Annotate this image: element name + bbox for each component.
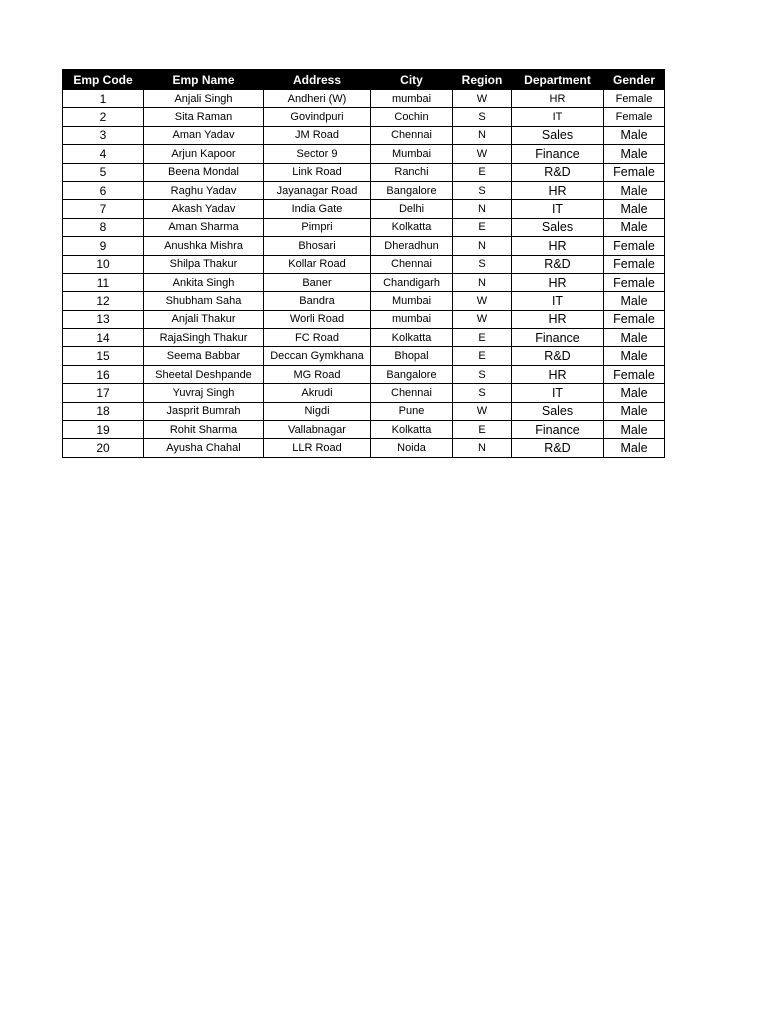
cell-address: India Gate xyxy=(264,200,371,218)
cell-emp-name: Shubham Saha xyxy=(144,292,264,310)
cell-emp-name: Yuvraj Singh xyxy=(144,384,264,402)
table-row xyxy=(63,421,665,439)
table-row xyxy=(63,402,665,420)
cell-address: Bhosari xyxy=(264,237,371,255)
cell-emp-name: Anjali Singh xyxy=(144,90,264,108)
cell-emp-name: Akash Yadav xyxy=(144,200,264,218)
cell-city: Kolkatta xyxy=(371,329,453,347)
cell-gender: Female xyxy=(604,273,665,291)
cell-region: N xyxy=(453,273,512,291)
cell-region: S xyxy=(453,181,512,199)
cell-emp-code: 8 xyxy=(63,218,144,236)
cell-address: Bandra xyxy=(264,292,371,310)
cell-gender: Female xyxy=(604,255,665,273)
cell-city: Cochin xyxy=(371,108,453,126)
cell-department: HR xyxy=(512,90,604,108)
cell-gender: Male xyxy=(604,292,665,310)
cell-address: Akrudi xyxy=(264,384,371,402)
header-address: Address xyxy=(264,70,371,90)
cell-gender: Male xyxy=(604,218,665,236)
table-row xyxy=(63,108,665,126)
cell-department: IT xyxy=(512,384,604,402)
cell-gender: Male xyxy=(604,384,665,402)
cell-gender: Male xyxy=(604,421,665,439)
cell-emp-name: Beena Mondal xyxy=(144,163,264,181)
cell-region: E xyxy=(453,163,512,181)
cell-address: Nigdi xyxy=(264,402,371,420)
cell-emp-name: RajaSingh Thakur xyxy=(144,329,264,347)
cell-city: Chennai xyxy=(371,255,453,273)
table-row xyxy=(63,273,665,291)
cell-emp-code: 1 xyxy=(63,90,144,108)
cell-city: Pune xyxy=(371,402,453,420)
table-row xyxy=(63,237,665,255)
cell-address: LLR Road xyxy=(264,439,371,457)
cell-department: HR xyxy=(512,365,604,383)
cell-city: Kolkatta xyxy=(371,218,453,236)
cell-department: IT xyxy=(512,108,604,126)
cell-region: W xyxy=(453,145,512,163)
table-row xyxy=(63,255,665,273)
cell-emp-name: Seema Babbar xyxy=(144,347,264,365)
header-city: City xyxy=(371,70,453,90)
cell-city: Delhi xyxy=(371,200,453,218)
cell-city: Kolkatta xyxy=(371,421,453,439)
cell-city: Noida xyxy=(371,439,453,457)
header-emp-code: Emp Code xyxy=(63,70,144,90)
cell-region: S xyxy=(453,108,512,126)
cell-department: Sales xyxy=(512,402,604,420)
cell-city: Bhopal xyxy=(371,347,453,365)
cell-region: S xyxy=(453,384,512,402)
cell-emp-code: 9 xyxy=(63,237,144,255)
cell-region: W xyxy=(453,90,512,108)
table-row xyxy=(63,384,665,402)
cell-address: Vallabnagar xyxy=(264,421,371,439)
employee-sheet xyxy=(62,69,664,458)
cell-gender: Male xyxy=(604,439,665,457)
cell-emp-code: 12 xyxy=(63,292,144,310)
cell-gender: Male xyxy=(604,181,665,199)
cell-gender: Male xyxy=(604,329,665,347)
cell-region: W xyxy=(453,402,512,420)
table-row xyxy=(63,181,665,199)
header-region: Region xyxy=(453,70,512,90)
cell-city: Bangalore xyxy=(371,365,453,383)
cell-emp-name: Sita Raman xyxy=(144,108,264,126)
table-row xyxy=(63,347,665,365)
cell-gender: Male xyxy=(604,347,665,365)
cell-gender: Female xyxy=(604,163,665,181)
table-row xyxy=(63,145,665,163)
cell-department: R&D xyxy=(512,347,604,365)
cell-emp-code: 18 xyxy=(63,402,144,420)
cell-emp-code: 10 xyxy=(63,255,144,273)
table-body xyxy=(63,90,665,458)
cell-city: Dheradhun xyxy=(371,237,453,255)
cell-emp-name: Ankita Singh xyxy=(144,273,264,291)
cell-address: Andheri (W) xyxy=(264,90,371,108)
cell-emp-name: Anushka Mishra xyxy=(144,237,264,255)
table-row xyxy=(63,365,665,383)
cell-department: HR xyxy=(512,181,604,199)
cell-city: Chennai xyxy=(371,126,453,144)
table-row xyxy=(63,90,665,108)
cell-gender: Female xyxy=(604,365,665,383)
cell-gender: Female xyxy=(604,310,665,328)
table-row xyxy=(63,126,665,144)
cell-emp-code: 19 xyxy=(63,421,144,439)
cell-region: E xyxy=(453,421,512,439)
cell-gender: Female xyxy=(604,237,665,255)
table-row xyxy=(63,310,665,328)
cell-department: HR xyxy=(512,237,604,255)
table-row xyxy=(63,218,665,236)
cell-region: N xyxy=(453,126,512,144)
header-department: Department xyxy=(512,70,604,90)
cell-department: Finance xyxy=(512,145,604,163)
cell-emp-name: Sheetal Deshpande xyxy=(144,365,264,383)
cell-emp-name: Shilpa Thakur xyxy=(144,255,264,273)
cell-gender: Male xyxy=(604,126,665,144)
cell-emp-code: 6 xyxy=(63,181,144,199)
cell-emp-name: Rohit Sharma xyxy=(144,421,264,439)
header-row xyxy=(63,70,665,90)
cell-region: S xyxy=(453,365,512,383)
cell-emp-name: Arjun Kapoor xyxy=(144,145,264,163)
cell-department: Sales xyxy=(512,218,604,236)
cell-emp-code: 7 xyxy=(63,200,144,218)
cell-emp-code: 15 xyxy=(63,347,144,365)
table-row xyxy=(63,292,665,310)
cell-gender: Female xyxy=(604,108,665,126)
cell-department: Finance xyxy=(512,421,604,439)
cell-region: W xyxy=(453,292,512,310)
cell-address: Govindpuri xyxy=(264,108,371,126)
cell-city: Chandigarh xyxy=(371,273,453,291)
cell-city: mumbai xyxy=(371,310,453,328)
cell-region: N xyxy=(453,200,512,218)
cell-emp-name: Aman Sharma xyxy=(144,218,264,236)
cell-department: HR xyxy=(512,273,604,291)
cell-emp-name: Anjali Thakur xyxy=(144,310,264,328)
cell-city: Mumbai xyxy=(371,292,453,310)
cell-city: Bangalore xyxy=(371,181,453,199)
cell-department: R&D xyxy=(512,255,604,273)
cell-department: IT xyxy=(512,200,604,218)
cell-address: Deccan Gymkhana xyxy=(264,347,371,365)
cell-address: Worli Road xyxy=(264,310,371,328)
cell-gender: Male xyxy=(604,200,665,218)
cell-emp-code: 14 xyxy=(63,329,144,347)
cell-region: S xyxy=(453,255,512,273)
header-emp-name: Emp Name xyxy=(144,70,264,90)
cell-region: E xyxy=(453,329,512,347)
cell-region: N xyxy=(453,237,512,255)
cell-department: HR xyxy=(512,310,604,328)
table-row xyxy=(63,163,665,181)
cell-address: Kollar Road xyxy=(264,255,371,273)
cell-emp-code: 2 xyxy=(63,108,144,126)
cell-city: mumbai xyxy=(371,90,453,108)
cell-department: R&D xyxy=(512,163,604,181)
cell-emp-code: 13 xyxy=(63,310,144,328)
cell-address: Sector 9 xyxy=(264,145,371,163)
cell-address: Link Road xyxy=(264,163,371,181)
employee-table xyxy=(62,69,665,458)
header-gender: Gender xyxy=(604,70,665,90)
cell-emp-code: 16 xyxy=(63,365,144,383)
cell-gender: Male xyxy=(604,402,665,420)
cell-city: Chennai xyxy=(371,384,453,402)
cell-gender: Male xyxy=(604,145,665,163)
cell-region: E xyxy=(453,218,512,236)
cell-department: R&D xyxy=(512,439,604,457)
cell-emp-code: 11 xyxy=(63,273,144,291)
cell-emp-code: 17 xyxy=(63,384,144,402)
cell-emp-name: Jasprit Bumrah xyxy=(144,402,264,420)
cell-region: E xyxy=(453,347,512,365)
cell-emp-code: 20 xyxy=(63,439,144,457)
cell-emp-name: Ayusha Chahal xyxy=(144,439,264,457)
cell-emp-name: Raghu Yadav xyxy=(144,181,264,199)
cell-address: Baner xyxy=(264,273,371,291)
cell-emp-code: 5 xyxy=(63,163,144,181)
cell-address: Pimpri xyxy=(264,218,371,236)
table-row xyxy=(63,439,665,457)
cell-address: MG Road xyxy=(264,365,371,383)
cell-city: Ranchi xyxy=(371,163,453,181)
cell-address: JM Road xyxy=(264,126,371,144)
cell-emp-code: 3 xyxy=(63,126,144,144)
cell-region: W xyxy=(453,310,512,328)
cell-city: Mumbai xyxy=(371,145,453,163)
cell-address: FC Road xyxy=(264,329,371,347)
cell-gender: Female xyxy=(604,90,665,108)
cell-department: IT xyxy=(512,292,604,310)
cell-region: N xyxy=(453,439,512,457)
cell-emp-name: Aman Yadav xyxy=(144,126,264,144)
cell-department: Sales xyxy=(512,126,604,144)
cell-department: Finance xyxy=(512,329,604,347)
table-row xyxy=(63,329,665,347)
cell-emp-code: 4 xyxy=(63,145,144,163)
cell-address: Jayanagar Road xyxy=(264,181,371,199)
table-row xyxy=(63,200,665,218)
